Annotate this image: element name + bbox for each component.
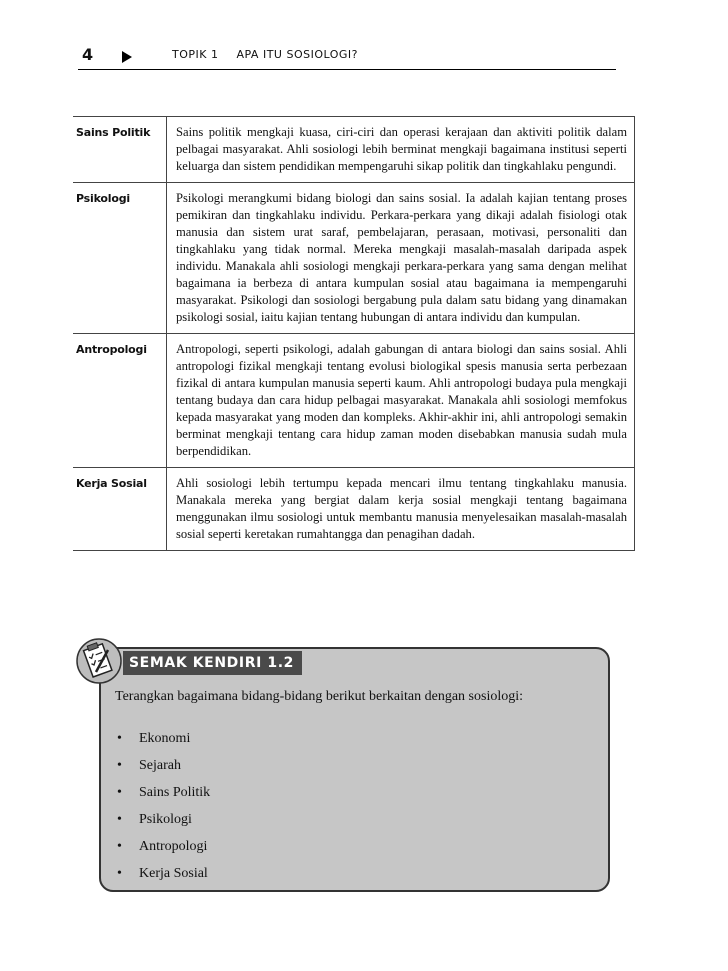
self-check-question: Terangkan bagaimana bidang-bidang berikut berkaitan dengan sosiologi: [115,689,524,704]
list-item-label: Sains Politik [139,785,211,800]
row-description: Antropologi, seperti psikologi, adalah gabungan di antara biologi dan sains sosial. Ahli antropologi fizikal mengkaji tentang evolusi biologikal spesis manusia serta perbezaan fizikal di antara kumpulan manusia seperti kaum. Ahli antropologi budaya pula mengkaji tentang budaya dan cara hidup pelbagai masyarakat. Manakala ahli sosiologi memfokus kepada masyarakat yang moden dan kompleks. Akhir-akhir ini, ahli antropologi semakin berminat mengkaji tentang cara hidup zaman moden disebabkan manusia sudah mula berpendidikan. [167,334,635,468]
row-term: Psikologi [73,183,167,334]
table-row [73,183,635,334]
bullet-icon: • [117,758,122,773]
discipline-table [73,116,635,551]
list-item-label: Kerja Sosial [139,866,208,881]
list-item-label: Ekonomi [139,731,191,746]
chapter-title: APA ITU SOSIOLOGI? [236,48,358,61]
list-item-label: Psikologi [139,812,192,827]
self-check-box [99,647,610,892]
page-number: 4 [82,45,94,64]
list-item-label: Antropologi [139,839,208,854]
running-header [78,47,616,70]
chapter-label: TOPIK 1 [172,48,219,61]
row-description: Psikologi merangkumi bidang biologi dan sains sosial. Ia adalah kajian tentang proses pemikiran dan tingkahlaku individu. Perkara-perkara yang dikaji adalah fisiologi otak manusia dan sistem urat saraf, pembelajaran, perasaan, motivasi, personaliti dan tingkahlaku yang tidak normal. Mereka mengkaji masalah-masalah daripada aspek individu. Manakala ahli sosiologi mengkaji perkara-perkara yang sama dengan melihat bagaimana ia berbeza di antara kumpulan sosial atau bagaimana ia mempengaruhi masyarakat. Psikologi dan sosiologi bergabung pula dalam satu bidang yang dinamakan psikologi sosial, iaitu kajian tentang hubungan di antara individu dan kumpulan. [167,183,635,334]
bullet-icon: • [117,785,122,800]
row-term: Kerja Sosial [73,468,167,551]
bullet-icon: • [117,839,122,854]
self-check-title: SEMAK KENDIRI 1.2 [123,651,302,675]
running-head-text [172,48,358,61]
table-row [73,334,635,468]
list-item [115,756,535,783]
list-item [115,810,535,837]
row-term: Antropologi [73,334,167,468]
list-item [115,864,535,891]
list-item-label: Sejarah [139,758,181,773]
row-description: Ahli sosiologi lebih tertumpu kepada mencari ilmu tentang tingkahlaku manusia. Manakala mereka yang bergiat dalam kerja sosial mengkaji tentang bagaimana menggunakan ilmu sosiologi untuk membantu manusia menyelesaikan masalah-masalah sosial seperti keretakan rumahtangga dan penagihan dadah. [167,468,635,551]
list-item [115,837,535,864]
row-term: Sains Politik [73,117,167,183]
table-row [73,117,635,183]
bullet-icon: • [117,731,122,746]
self-check-list [115,729,535,891]
bullet-icon: • [117,812,122,827]
table-row [73,468,635,551]
list-item [115,783,535,810]
row-description: Sains politik mengkaji kuasa, ciri-ciri dan operasi kerajaan dan aktiviti politik dalam pelbagai masyarakat. Ahli sosiologi lebih berminat mengkaji bagaimana institusi seperti keluarga dan sistem pendidikan mempengaruhi sikap politik dan tingkahlaku pengundi. [167,117,635,183]
bullet-icon: • [117,866,122,881]
checklist-clipboard-icon [74,636,124,686]
list-item [115,729,535,756]
triangle-arrow-icon [122,51,132,63]
